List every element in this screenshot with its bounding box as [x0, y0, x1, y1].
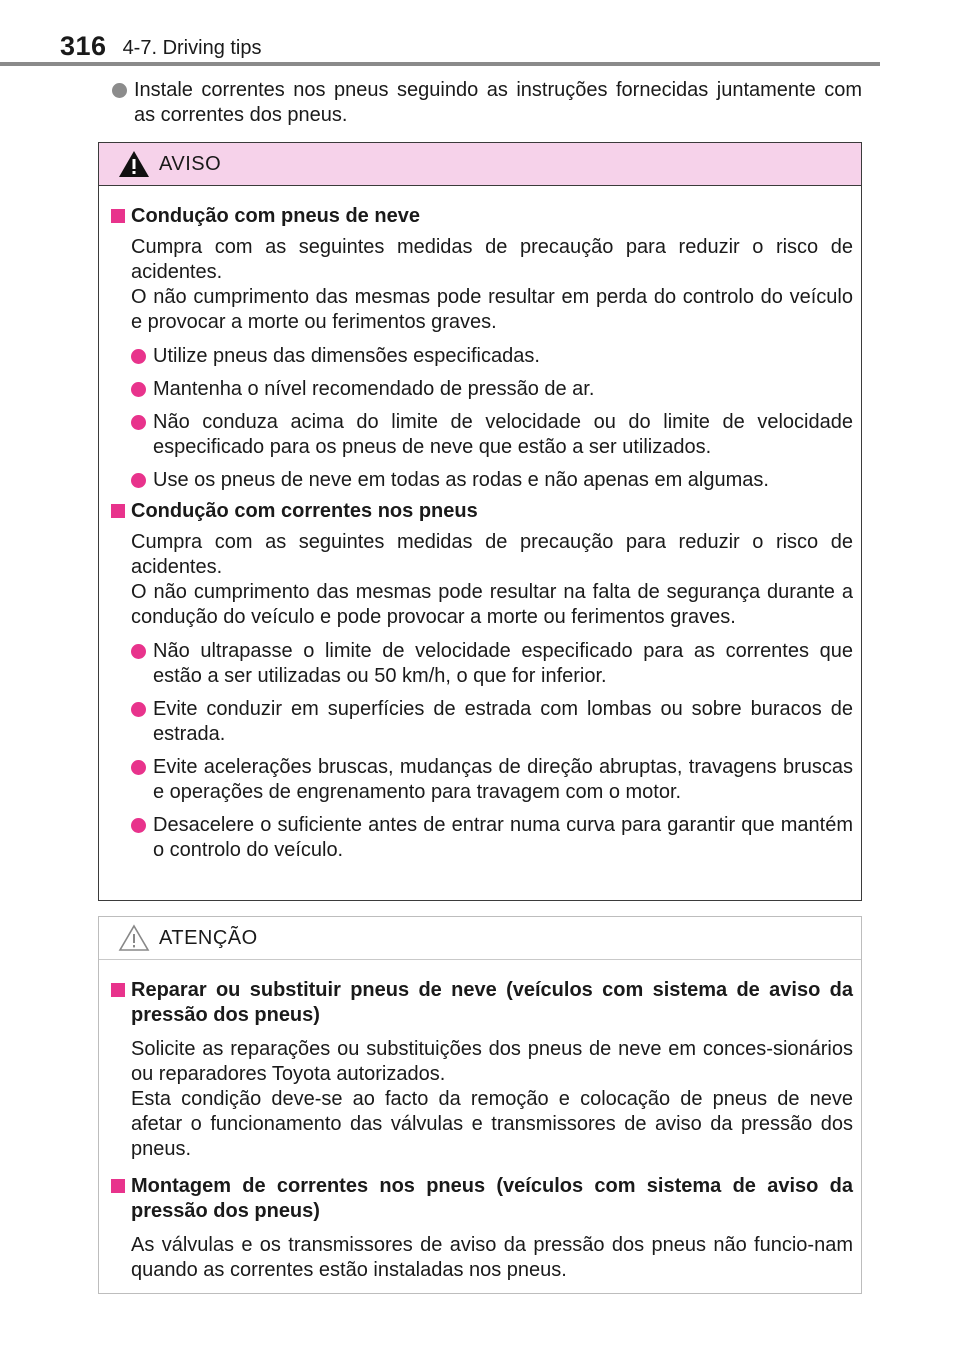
list-item — [131, 755, 853, 805]
aviso-body — [99, 186, 861, 863]
atencao-title: ATENÇÃO — [159, 926, 258, 949]
aviso-section-title — [111, 499, 853, 524]
list-item — [131, 468, 853, 493]
page-number: 316 — [60, 31, 107, 61]
list-item-text: Mantenha o nível recomendado de pressão de ar. — [153, 378, 595, 400]
section-title-text: Reparar ou substituir pneus de neve (veículos com sistema de aviso da pressão dos pneus) — [131, 979, 853, 1026]
warning-triangle-filled-icon — [117, 149, 151, 179]
list-item-text: Evite conduzir em superfícies de estrada com lombas ou sobre buracos de estrada. — [153, 698, 853, 745]
atencao-box — [98, 916, 862, 1294]
bullet-dot-icon — [131, 644, 146, 659]
list-item-text: Desacelere o suficiente antes de entrar numa curva para garantir que mantém o controlo do veículo. — [153, 814, 853, 861]
atencao-section-title — [111, 978, 853, 1028]
intro-text: Instale correntes nos pneus seguindo as instruções fornecidas juntamente com as correntes dos pneus. — [134, 79, 862, 126]
list-item — [131, 639, 853, 689]
section-square-icon — [111, 504, 125, 518]
section-title-text: Condução com correntes nos pneus — [131, 500, 478, 522]
list-item-text: Evite acelerações bruscas, mudanças de direção abruptas, travagens bruscas e operações de engrenamento para travagem com o motor. — [153, 756, 853, 803]
bullet-dot-icon — [131, 473, 146, 488]
list-item-text: Utilize pneus das dimensões especificadas. — [153, 345, 540, 367]
list-item-text: Não ultrapasse o limite de velocidade especificado para as correntes que estão a ser utilizadas ou 50 km/h, o que for inferior. — [153, 640, 853, 687]
paragraph: Esta condição deve-se ao facto da remoção e colocação de pneus de neve afetar o funcionamento das válvulas e transmissores de aviso da pressão dos pneus. — [131, 1088, 853, 1160]
list-item — [131, 410, 853, 460]
header-rule — [0, 62, 880, 66]
atencao-section-title — [111, 1174, 853, 1224]
bullet-dot-icon — [112, 83, 127, 98]
list-item — [131, 697, 853, 747]
bullet-list — [111, 344, 853, 493]
paragraph: Cumpra com as seguintes medidas de precaução para reduzir o risco de acidentes. — [131, 531, 853, 578]
section-square-icon — [111, 1179, 125, 1193]
bullet-dot-icon — [131, 349, 146, 364]
header-line — [60, 26, 262, 60]
section-title-text: Montagem de correntes nos pneus (veículos com sistema de aviso da pressão dos pneus) — [131, 1175, 853, 1222]
section-square-icon — [111, 983, 125, 997]
intro-bullet — [112, 78, 862, 128]
paragraph: O não cumprimento das mesmas pode resultar na falta de segurança durante a condução do veículo e pode provocar a morte ou ferimentos graves. — [131, 581, 853, 628]
bullet-dot-icon — [131, 382, 146, 397]
aviso-box — [98, 142, 862, 901]
intro-note — [112, 78, 862, 128]
bullet-dot-icon — [131, 702, 146, 717]
paragraph: Solicite as reparações ou substituições dos pneus de neve em conces-sionários ou reparadores Toyota autorizados. — [131, 1038, 853, 1085]
list-item-text: Use os pneus de neve em todas as rodas e não apenas em algumas. — [153, 469, 769, 491]
section-square-icon — [111, 209, 125, 223]
aviso-header — [99, 143, 861, 186]
bullet-dot-icon — [131, 818, 146, 833]
list-item-text: Não conduza acima do limite de velocidade ou do limite de velocidade especificado para os pneus de neve que estão a ser utilizados. — [153, 411, 853, 458]
warning-triangle-outline-icon — [117, 923, 151, 953]
atencao-body — [99, 960, 861, 1283]
paragraph: As válvulas e os transmissores de aviso da pressão dos pneus não funcio-nam quando as correntes estão instaladas nos pneus. — [131, 1234, 853, 1281]
list-item — [131, 344, 853, 369]
bullet-dot-icon — [131, 760, 146, 775]
bullet-list — [111, 639, 853, 863]
paragraph: O não cumprimento das mesmas pode resultar em perda do controlo do veículo e provocar a morte ou ferimentos graves. — [131, 286, 853, 333]
aviso-title: AVISO — [159, 152, 222, 175]
list-item — [131, 377, 853, 402]
list-item — [131, 813, 853, 863]
bullet-dot-icon — [131, 415, 146, 430]
atencao-header — [99, 917, 861, 960]
paragraph: Cumpra com as seguintes medidas de precaução para reduzir o risco de acidentes. — [131, 236, 853, 283]
section-title-text: Condução com pneus de neve — [131, 205, 420, 227]
chapter-title: 4-7. Driving tips — [122, 37, 262, 59]
aviso-section-title — [111, 204, 853, 229]
